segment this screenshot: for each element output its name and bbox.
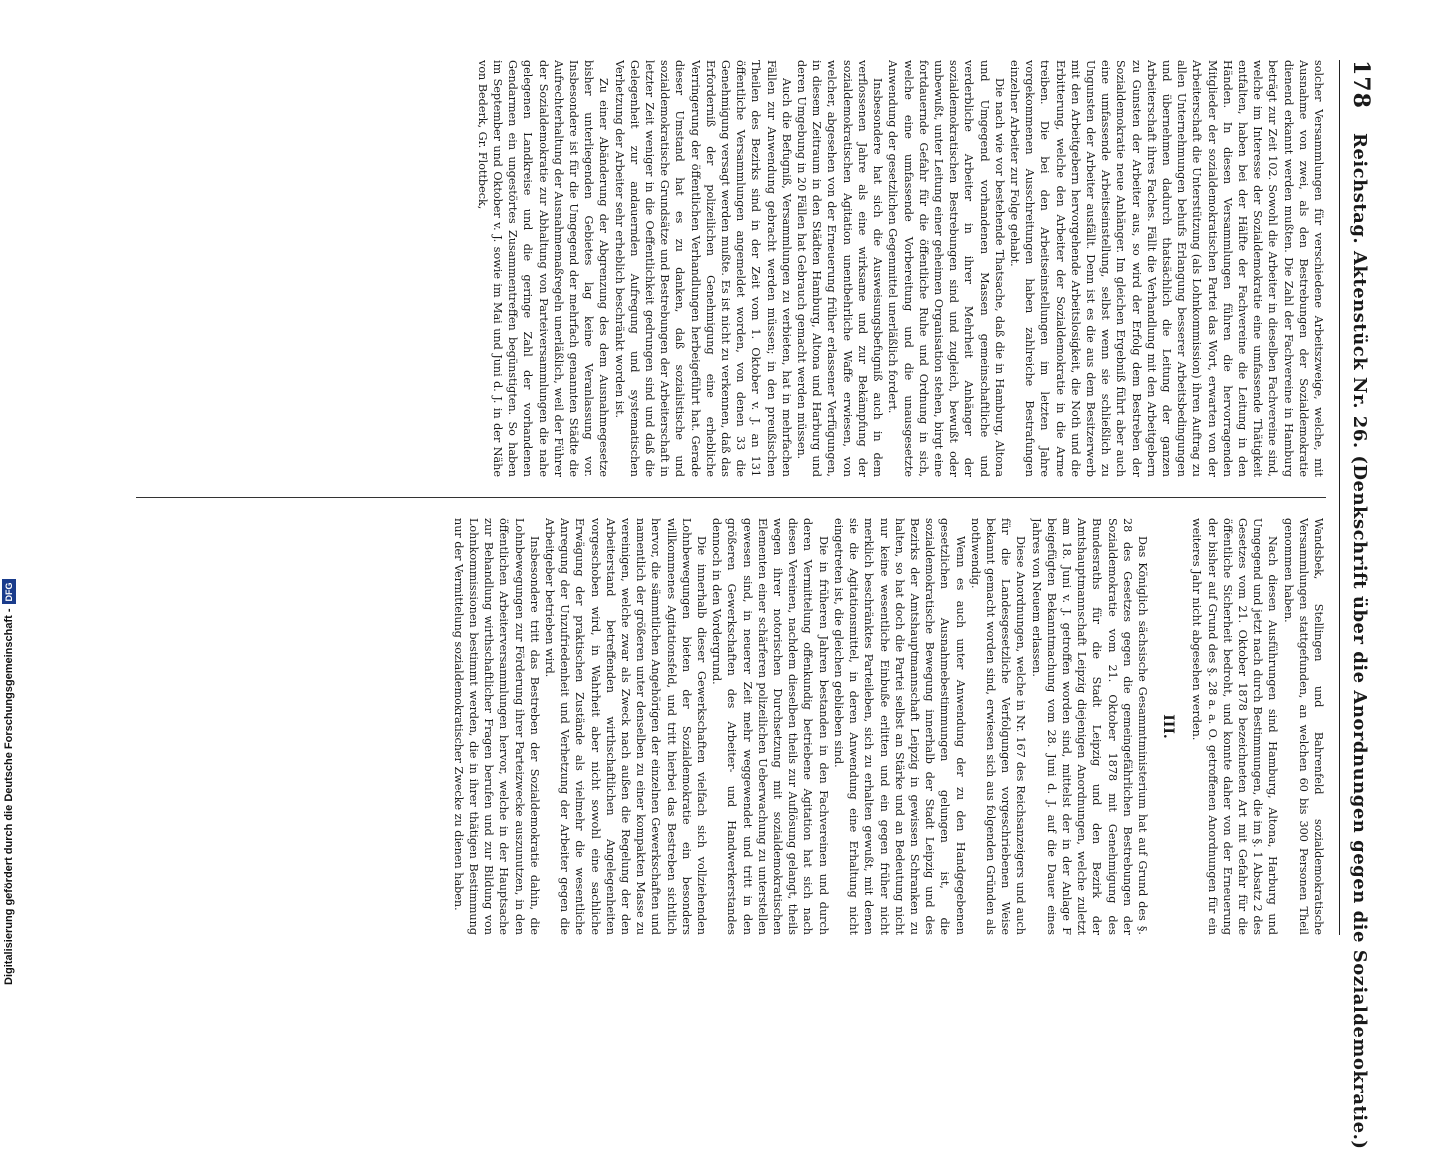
page-header [1339, 60, 1374, 1149]
digitization-credit-text: Digitalisierung gefördert durch die Deutsche Forschungsgemeinschaft - [3, 608, 15, 985]
dfg-logo: DFG [2, 579, 16, 604]
paragraph: Insbesondere hat sich die Ausweisungsbefugniß auch in dem verflossenen Jahre als eine wirksame und zur Bekämpfung der sozialdemokratischen Agitation unentbehrliche Waffe erwiesen, von welcher, abgesehen von der Erneuerung früher erlassener Verfügungen, in diesem Zeitraum in den Städten Hamburg, Altona und Harburg und deren Umgebung in 20 Fällen hat Gebrauch gemacht werden müssen. [795, 60, 885, 477]
digitization-credit [2, 579, 16, 985]
right-column [136, 518, 1326, 935]
paragraph: Das Königlich sächsische Gesammtministerium hat auf Grund des §. 28 des Gesetzes gegen die gemeingefährlichen Bestrebungen der Sozialdemokratie vom 21. Oktober 1878 mit Genehmigung des Bundesraths für die Stadt Leipzig und den Bezirk der Amtshauptmannschaft Leipzig diejenigen Anordnungen, welche zuletzt am 18. Juni v. J. getroffen worden sind, mittelst der in der Anlage F beigefügten Bekanntmachung vom 28. Juni d. J. auf die Dauer eines Jahres von Neuem erlassen. [1029, 518, 1149, 935]
column-divider [136, 497, 1326, 498]
right-column-body [451, 518, 1150, 935]
paragraph: Diese Anordnungen, welche in Nr. 167 des Reichsanzeigers und auch für die Landesgesetzliche Verfolgungen vorgeschriebenen Weise bekannt gemacht worden sind, erwiesen sich aus folgenden Gründen als nothwendig. [968, 518, 1028, 935]
paragraph: Wenn es auch unter Anwendung der zu den Handgegebenen gesetzlichen Ausnahmebestimmungen gelungen ist, die sozialdemokratische Bewegung innerhalb der Stadt Leipzig und des Bezirks der Amtshauptmannschaft Leipzig in gewissen Schranken zu halten, so hat doch die Partei selbst an Stärke und an Bedeutung nicht nur keine wesentliche Einbuße erlitten und ein gegen früher nicht merklich beschränktes Parteileben, sich zu erhalten gewußt, mit denen sie die Agitationsmittel, in deren Anwendung eine Erhaltung nicht eingetreten ist, die gleichen geblieben sind. [831, 518, 967, 935]
paragraph: Insbesondere tritt das Bestreben der Sozialdemokratie dahin, die Lohnbewegungen zur Förderung ihrer Parteizwecke auszunutzen, in den öffentlichen Arbeiterversammlungen hervor, welche in der Hauptsache zur Behandlung wirthschaftlicher Fragen berufen und zur Bildung von Lohnkommissionen bestimmt werden, die in ihrer thätigen Bestimmung nur der Vermittelung sozialdemokratischer Zwecke zu dienen haben. [451, 518, 541, 935]
paragraph: Nach diesen Ausführungen sind Hamburg, Altona, Harburg und Umgegend und jetzt nach durch Bestimmungen, die im §. 1 Absatz 2 des Gesetzes vom 21. Oktober 1878 bezeichneten Art mit Gefahr für die öffentliche Sicherheit bedroht, und konnte daher von der Erneuerung der bisher auf Grund des §. 28 a. a. O. getroffenen Anordnungen für ein weiteres Jahr nicht abgesehen werden. [1190, 518, 1280, 935]
paragraph: solcher Versammlungen für verschiedene Arbeitszweige, welche, mit Ausnahme von zwei, als den Bestrebungen der Sozialdemokratie dienend erkannt werden mußten. Die Zahl der Fachvereine in Hamburg beträgt zur Zeit 102. Sowohl die Arbeiter in dieselben Fachvereine sind, welche im Interesse der Sozialdemokratie eine umfassende Thätigkeit entfalten, haben bei der Hälfte der Fachvereine die Leitung in den Händen. In diesen Versammlungen führen die hervorragenden Mitglieder der sozialdemokratischen Partei das Wort, erwarten von der Arbeiterschaft die Unterstützung (als Lohnkommission) ihren Auftrag zu allen Unternehmungen behufs Erlangung besserer Arbeitsbedingungen und übernehmen dadurch thatsächlich die Leitung der ganzen Arbeiterschaft ihres Faches. Fällt die Verhandlung mit den Arbeitgebern zu Gunsten der Arbeiter aus, so wird der Erfolg dem Bestreben der Sozialdemokratie neue Anhänger. Im gleichen Ergebniß führt aber auch eine umfassende Arbeitseinstellung, selbst wenn sie schließlich zu Ungunsten der Arbeiter ausfällt. Denn ist es die aus dem Besitzerwerb mit den Arbeitgebern hervorgehende Arbeitslosigkeit, die Noth und die Erbitterung, welche den Arbeiter der Sozialdemokratie in die Arme treiben. Die bei den Arbeitseinstellungen im letzten Jahre vorgekommenen Ausschreitungen haben zahlreiche Bestrafungen einzelner Arbeiter zur Folge gehabt. [1007, 60, 1325, 477]
page-number: 178 [1348, 60, 1374, 109]
running-title: Reichstag. Aktenstück Nr. 26. (Denkschrift über die Anordnungen gegen die Sozialdemokratie.) [1349, 132, 1370, 1149]
paragraph: Zu einer Abänderung der Abgrenzung des dem Ausnahmegesetze bisher unterliegenden Gebietes lag keine Veranlassung vor. Insbesondere ist für die Umgegend der mehrfach genannten Städte die Aufrechterhaltung der Ausnahmemaßregeln unerläßlich, weil der Führer der Sozialdemokratie zur Abhaltung von Parteiversammlungen die nahe gelegenen Landkreise und die geringe Zahl der vorhandenen Gendarmen ein ungestörtes Zusammentreffen begünstigten. So haben im September und Oktober v. J. sowie im Mai und Juni d. J. in der Nähe von Bederk, Gr. Flottbeck, [475, 60, 611, 477]
paragraph: Auch die Befugniß, Versammlungen zu verbieten, hat in mehrfachen Fällen zur Anwendung gebracht werden müssen; in den preußischen Theilen des Bezirks sind in der Zeit vom 1. Oktober v. J. an 131 öffentliche Versammlungen angemeldet worden, von denen 33 die Genehmigung versagt werden mußte. Es ist nicht zu verkennen, daß das Erforderniß der polizeilichen Genehmigung eine erhebliche Verringerung der öffentlichen Verhandlungen herbeigeführt hat. Gerade dieser Umstand hat es zu danken, daß sozialistische und sozialdemokratische Grundsätze und Bestrebungen der Arbeiterschaft in letzter Zeit weniger in die Oeffentlichkeit gedrungen sind und daß die Gelegenheit zur andauernden Aufregung und systematischen Verhetzung der Arbeiter sehr erheblich beschränkt worden ist. [612, 60, 793, 477]
right-column-intro [1189, 518, 1326, 935]
side-credit-strip [0, 0, 20, 1000]
paragraph: Wandsbek, Stellingen und Bahrenfeld sozialdemokratische Versammlungen stattgefunden, an welchen 60 bis 300 Personen Theil genommen haben. [1281, 518, 1325, 935]
text-columns [136, 60, 1326, 935]
paragraph: Die nach wie vor bestehende Thatsache, daß die in Hamburg, Altona und Umgegend vorhandenen Massen gemeinschaftliche und verderbliche Arbeiter in ihrer Mehrheit Anhänger der sozialdemokratischen Bestrebungen sind und zugleich, bewußt oder unbewußt, unter Leitung einer geheimen Organisation stehen, birgt eine fortdauernde Gefahr für die öffentliche Ruhe und Ordnung in sich, welche eine umfassende Vorbereitung und die unausgesetzte Anwendung der gesetzlichen Gegenmittel unerläßlich fordert. [886, 60, 1006, 477]
paragraph: Die innerhalb dieser Gewerkschaften vielfach sich vollziehenden Lohnbewegungen bieten der Sozialdemokratie ein besonders willkommenes Agitationsfeld, und tritt hierbei das Bestreben sichtlich hervor, die sämmtlichen Angehörigen der einzelnen Gewerkschaften und namentlich der größeren unter denselben zu einer kompakten Masse zu vereinigen, welche zwar als Zweck nach außen die Regelung der den Arbeiterstand betreffenden wirthschaftlichen Angelegenheiten vorgeschoben wird, in Wahrheit aber nicht sowohl eine sachliche Erwägung der praktischen Zustände als vielmehr die wesentliche Anregung der Unzufriedenheit und Verhetzung der Arbeiter gegen die Arbeitgeber betrieben wird. [543, 518, 709, 935]
paragraph: Die in früheren Jahren bestanden in den Fachvereinen und durch deren Vermittelung offenkundig betriebene Agitation hat sich nach diesen Vereinen, nachdem dieselben theils zur Auflösung gelangt, theils wegen ihrer notorischen Durchsetzung mit sozialdemokratischen Elementen einer schärferen polizeilichen Ueberwachung zu unterstellen gewesen sind, in neuerer Zeit mehr weggewendet und tritt in den größeren Gewerkschaften des Arbeiter- und Handwerkerstandes dennoch in den Vordergrund. [710, 518, 830, 935]
left-column [136, 60, 1326, 477]
scanned-page [124, 60, 1374, 1149]
section-heading: III. [1160, 714, 1177, 739]
